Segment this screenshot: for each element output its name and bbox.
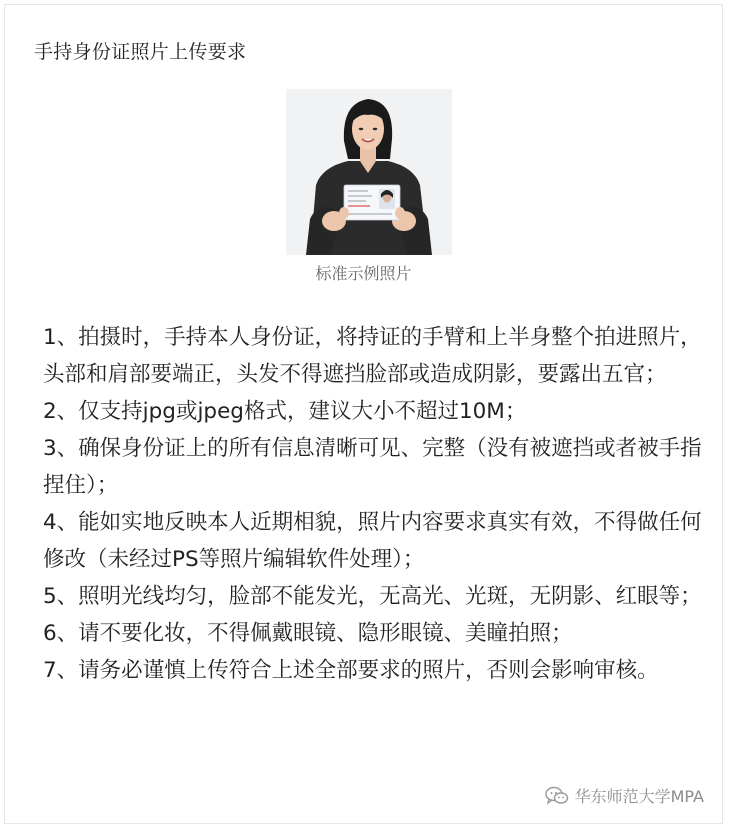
wechat-icon bbox=[545, 786, 569, 806]
article-card bbox=[4, 4, 723, 824]
requirement-item: 7、请务必谨慎上传符合上述全部要求的照片，否则会影响审核。 bbox=[43, 658, 659, 683]
requirement-item: 3、确保身份证上的所有信息清晰可见、完整（没有被遮挡或者被手指捏住）； bbox=[43, 436, 702, 498]
page-title: 手持身份证照片上传要求 bbox=[34, 41, 247, 63]
watermark bbox=[545, 784, 704, 807]
requirement-item: 2、仅支持jpg或jpeg格式，建议大小不超过10M； bbox=[43, 399, 527, 424]
requirement-item: 5、照明光线均匀，脸部不能发光，无高光、光斑，无阴影、红眼等； bbox=[43, 584, 702, 609]
example-photo bbox=[286, 89, 452, 255]
watermark-text: 华东师范大学MPA bbox=[574, 787, 704, 806]
photo-caption: 标准示例照片 bbox=[315, 264, 412, 283]
requirements-list bbox=[43, 319, 705, 689]
person-holding-id-image bbox=[286, 89, 452, 255]
requirement-item: 4、能如实地反映本人近期相貌，照片内容要求真实有效，不得做任何修改（未经过PS等照片编辑软件处理）； bbox=[43, 510, 702, 572]
requirement-item: 1、拍摄时，手持本人身份证，将持证的手臂和上半身整个拍进照片，头部和肩部要端正，头发不得遮挡脸部或造成阴影，要露出五官； bbox=[43, 325, 702, 387]
requirement-item: 6、请不要化妆，不得佩戴眼镜、隐形眼镜、美瞳拍照； bbox=[43, 621, 573, 646]
